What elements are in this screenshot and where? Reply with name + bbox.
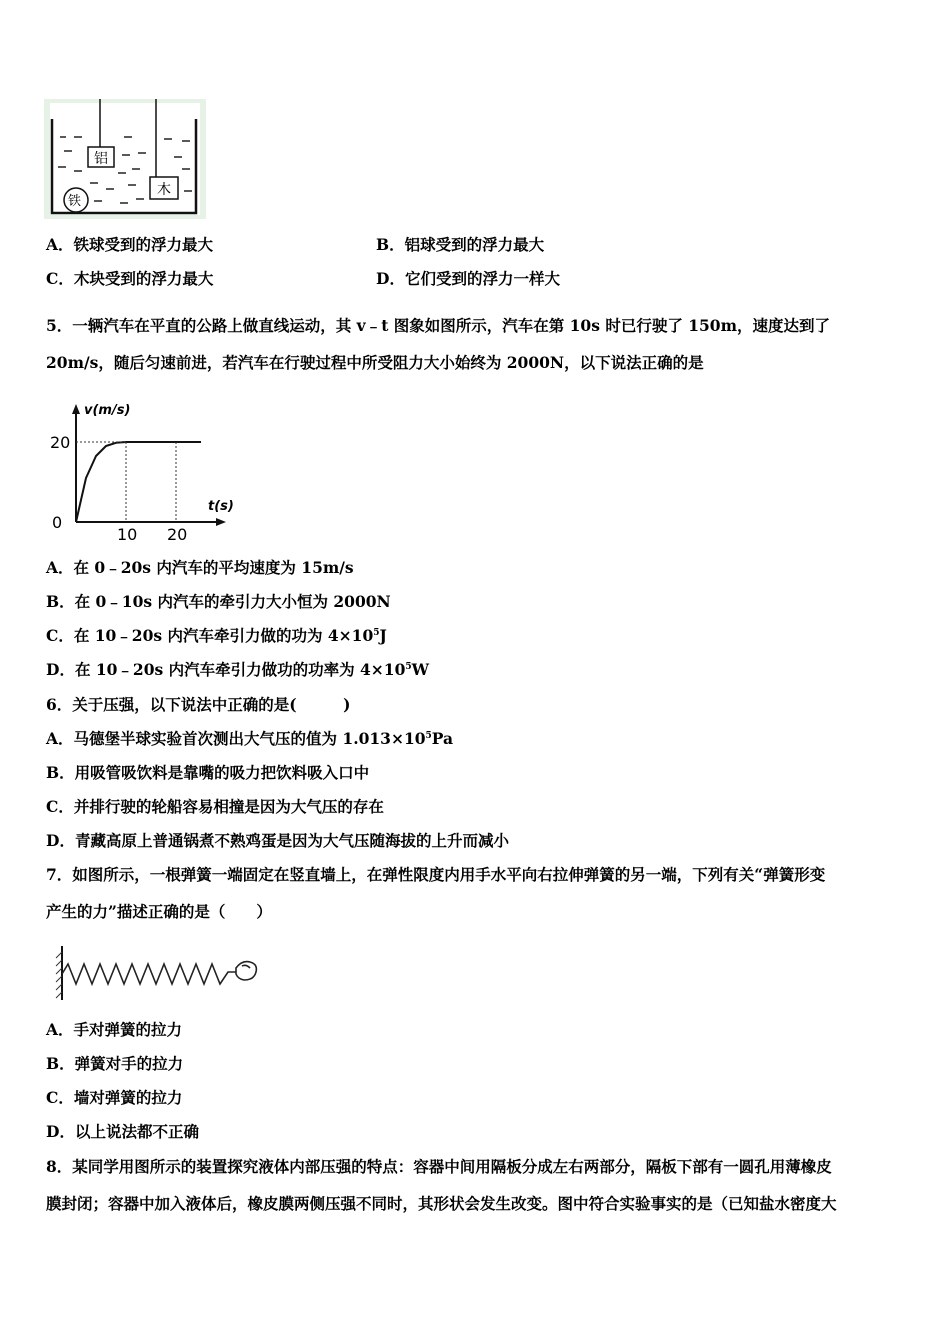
spring-figure xyxy=(54,942,264,1004)
option-letter: D． xyxy=(376,269,405,288)
option-letter: C． xyxy=(46,797,74,816)
option-text: 在 10﹣20s 内汽车牵引力做功的功率为 4×10 xyxy=(74,660,406,679)
q7-stem-line1: 7．如图所示，一根弹簧一端固定在竖直墙上，在弹性限度内用手水平向右拉伸弹簧的另一端，下列有关“弹簧形变 xyxy=(46,865,826,884)
option-letter: C． xyxy=(46,626,74,645)
hand-icon xyxy=(236,962,256,980)
unit: J xyxy=(379,626,387,645)
wood-label: 木 xyxy=(157,182,171,198)
option-letter: B． xyxy=(46,592,75,611)
q6-option-d[interactable] xyxy=(46,831,509,851)
option-letter: B． xyxy=(46,1054,75,1073)
option-letter: A． xyxy=(46,729,74,748)
option-letter: D． xyxy=(46,831,75,850)
option-text: 以上说法都不正确 xyxy=(74,1122,199,1141)
exponent: 5 xyxy=(373,627,380,638)
q4-option-d[interactable] xyxy=(376,269,560,289)
q7-option-b[interactable] xyxy=(46,1054,183,1074)
q7-stem-line2: 产生的力”描述正确的是（ ） xyxy=(46,902,272,921)
q7-option-a[interactable] xyxy=(46,1020,182,1040)
option-text: 马德堡半球实验首次测出大气压的值为 1.013×10 xyxy=(73,729,426,748)
option-text: 在 0﹣10s 内汽车的牵引力大小恒为 2000N xyxy=(74,592,391,611)
vt-chart xyxy=(44,398,244,546)
option-text: 墙对弹簧的拉力 xyxy=(73,1088,183,1107)
x-tick-label: 20 xyxy=(167,525,188,544)
q6-option-b[interactable] xyxy=(46,763,369,783)
option-text: 在 0﹣20s 内汽车的平均速度为 15m/s xyxy=(73,558,354,577)
option-text: 铝球受到的浮力最大 xyxy=(404,235,545,254)
q4-option-a[interactable] xyxy=(46,235,213,255)
option-letter: B． xyxy=(376,235,405,254)
option-text: 木块受到的浮力最大 xyxy=(73,269,214,288)
x-axis-arrow xyxy=(216,518,226,526)
option-text: 弹簧对手的拉力 xyxy=(74,1054,184,1073)
option-letter: B． xyxy=(46,763,75,782)
option-text: 青藏高原上普通锅煮不熟鸡蛋是因为大气压随海拔的上升而减小 xyxy=(74,831,509,850)
option-text: 用吸管吸饮料是靠嘴的吸力把饮料吸入口中 xyxy=(74,763,370,782)
option-text: 手对弹簧的拉力 xyxy=(73,1020,183,1039)
y-axis-label: v(m/s) xyxy=(84,403,131,418)
q8-stem-line2: 膜封闭；容器中加入液体后，橡皮膜两侧压强不同时，其形状会发生改变。图中符合实验事实的是（已知盐水密度大 xyxy=(46,1194,837,1213)
q6-option-a[interactable] xyxy=(46,729,453,749)
buoyancy-figure xyxy=(44,99,206,219)
q7-option-d[interactable] xyxy=(46,1122,199,1142)
q4-option-c[interactable] xyxy=(46,269,213,289)
q7-option-c[interactable] xyxy=(46,1088,182,1108)
exponent: 5 xyxy=(405,661,412,672)
option-text: 并排行驶的轮船容易相撞是因为大气压的存在 xyxy=(73,797,384,816)
origin-label: 0 xyxy=(52,513,63,532)
unit: W xyxy=(411,660,430,679)
y-axis-arrow xyxy=(72,404,80,414)
q4-option-b[interactable] xyxy=(376,235,544,255)
q5-option-b[interactable] xyxy=(46,592,391,612)
q5-stem-line2: 20m/s，随后匀速前进，若汽车在行驶过程中所受阻力大小始终为 2000N，以下说法正确的是 xyxy=(46,353,704,372)
iron-label: 铁 xyxy=(68,194,82,209)
option-text: 在 10﹣20s 内汽车牵引力做的功为 4×10 xyxy=(73,626,374,645)
option-letter: C． xyxy=(46,269,74,288)
q5-stem-line1: 5．一辆汽车在平直的公路上做直线运动，其 v﹣t 图象如图所示，汽车在第 10s 时已行驶了 150m，速度达到了 xyxy=(46,316,830,335)
q8-stem-line1: 8．某同学用图所示的装置探究液体内部压强的特点：容器中间用隔板分成左右两部分，隔板下部有一圆孔用薄橡皮 xyxy=(46,1157,832,1176)
option-text: 它们受到的浮力一样大 xyxy=(404,269,560,288)
q6-stem: 6．关于压强，以下说法中正确的是( ) xyxy=(46,695,351,714)
q5-option-c[interactable] xyxy=(46,626,387,646)
q5-option-d[interactable] xyxy=(46,660,429,680)
x-tick-label: 10 xyxy=(117,525,138,544)
q6-option-c[interactable] xyxy=(46,797,384,817)
option-text: 铁球受到的浮力最大 xyxy=(73,235,214,254)
option-letter: D． xyxy=(46,660,75,679)
option-letter: D． xyxy=(46,1122,75,1141)
spring-coil xyxy=(62,964,236,984)
exponent: 5 xyxy=(425,730,432,741)
velocity-curve xyxy=(76,442,201,522)
y-tick-label: 20 xyxy=(50,433,71,452)
unit: Pa xyxy=(431,729,454,748)
q5-option-a[interactable] xyxy=(46,558,354,578)
aluminum-label: 铝 xyxy=(94,151,108,167)
x-axis-label: t(s) xyxy=(208,499,234,514)
option-letter: A． xyxy=(46,558,74,577)
option-letter: A． xyxy=(46,235,74,254)
option-letter: C． xyxy=(46,1088,74,1107)
option-letter: A． xyxy=(46,1020,74,1039)
